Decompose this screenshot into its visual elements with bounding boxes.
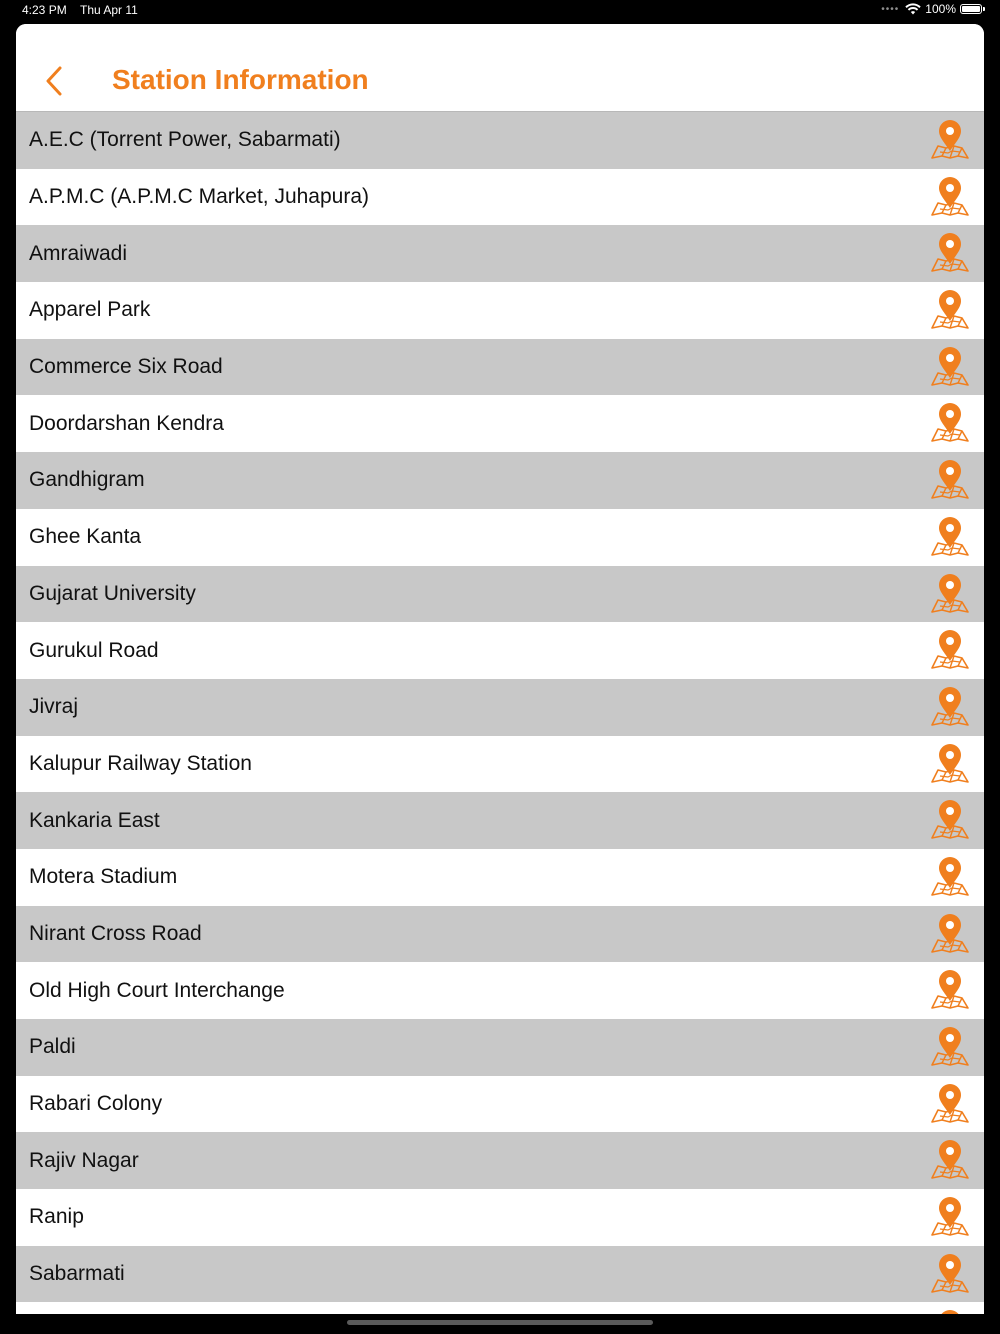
station-row-3[interactable] xyxy=(16,282,984,339)
station-row-5[interactable] xyxy=(16,395,984,452)
status-time: 4:23 PM xyxy=(22,3,67,17)
station-row-10[interactable] xyxy=(16,679,984,736)
station-row-11[interactable] xyxy=(16,736,984,793)
station-name: Old High Court Interchange xyxy=(29,978,285,1002)
station-row-19[interactable] xyxy=(16,1189,984,1246)
map-pin-icon[interactable] xyxy=(928,1025,972,1071)
station-row-15[interactable] xyxy=(16,962,984,1019)
station-row-13[interactable] xyxy=(16,849,984,906)
station-name: Kalupur Railway Station xyxy=(29,751,252,775)
station-row-12[interactable] xyxy=(16,792,984,849)
station-name: Kankaria East xyxy=(29,808,160,832)
station-name: Commerce Six Road xyxy=(29,355,223,379)
signal-dots-icon: •••• xyxy=(881,3,900,15)
map-pin-icon[interactable] xyxy=(928,118,972,164)
status-indicators xyxy=(881,2,982,16)
station-row-17[interactable] xyxy=(16,1076,984,1133)
status-bar xyxy=(0,0,1000,24)
map-pin-icon[interactable] xyxy=(928,742,972,788)
map-pin-icon[interactable] xyxy=(928,345,972,391)
station-name: Ghee Kanta xyxy=(29,525,142,549)
map-pin-icon[interactable] xyxy=(928,855,972,901)
map-pin-icon[interactable] xyxy=(928,1138,972,1184)
station-name: Jivraj xyxy=(29,695,79,719)
station-name: Gujarat University xyxy=(29,581,196,605)
page-title: Station Information xyxy=(112,64,369,95)
battery-percentage: 100% xyxy=(925,2,956,16)
station-row-4[interactable] xyxy=(16,339,984,396)
map-pin-icon[interactable] xyxy=(928,175,972,221)
station-name: Nirant Cross Road xyxy=(29,921,202,945)
map-pin-icon[interactable] xyxy=(928,1308,972,1314)
map-pin-icon[interactable] xyxy=(928,515,972,561)
battery-icon xyxy=(960,4,982,14)
status-date: Thu Apr 11 xyxy=(80,3,138,17)
map-pin-icon[interactable] xyxy=(928,231,972,277)
map-pin-icon[interactable] xyxy=(928,288,972,334)
station-name: Doordarshan Kendra xyxy=(29,411,224,435)
station-name: A.P.M.C (A.P.M.C Market, Juhapura) xyxy=(29,185,370,209)
wifi-icon xyxy=(905,3,921,15)
station-row-20[interactable] xyxy=(16,1246,984,1303)
chevron-left-icon[interactable] xyxy=(40,64,70,98)
station-row-0[interactable] xyxy=(16,112,984,169)
home-indicator[interactable] xyxy=(347,1320,653,1325)
station-name: Rabari Colony xyxy=(29,1092,163,1116)
station-name: Rajiv Nagar xyxy=(29,1148,139,1172)
station-information-screen xyxy=(16,24,984,1314)
station-row-2[interactable] xyxy=(16,225,984,282)
station-row-6[interactable] xyxy=(16,452,984,509)
navigation-bar xyxy=(16,24,984,112)
map-pin-icon[interactable] xyxy=(928,968,972,1014)
map-pin-icon[interactable] xyxy=(928,798,972,844)
station-row-18[interactable] xyxy=(16,1132,984,1189)
station-name: Motera Stadium xyxy=(29,865,178,889)
station-list xyxy=(16,112,984,1314)
station-row-9[interactable] xyxy=(16,622,984,679)
station-name: Gandhigram xyxy=(29,468,145,492)
station-row-21[interactable] xyxy=(16,1302,984,1314)
station-row-14[interactable] xyxy=(16,906,984,963)
map-pin-icon[interactable] xyxy=(928,401,972,447)
station-name: Amraiwadi xyxy=(29,241,128,265)
map-pin-icon[interactable] xyxy=(928,1082,972,1128)
map-pin-icon[interactable] xyxy=(928,912,972,958)
station-row-16[interactable] xyxy=(16,1019,984,1076)
station-row-1[interactable] xyxy=(16,169,984,226)
map-pin-icon[interactable] xyxy=(928,572,972,618)
station-row-7[interactable] xyxy=(16,509,984,566)
station-name: Sabarmati xyxy=(29,1262,125,1286)
map-pin-icon[interactable] xyxy=(928,685,972,731)
station-name: Apparel Park xyxy=(29,298,151,322)
station-name: Gurukul Road xyxy=(29,638,159,662)
map-pin-icon[interactable] xyxy=(928,1195,972,1241)
station-name: Ranip xyxy=(29,1205,84,1229)
station-name: Paldi xyxy=(29,1035,76,1059)
map-pin-icon[interactable] xyxy=(928,458,972,504)
map-pin-icon[interactable] xyxy=(928,1252,972,1298)
station-row-8[interactable] xyxy=(16,566,984,623)
station-name: A.E.C (Torrent Power, Sabarmati) xyxy=(29,128,341,152)
map-pin-icon[interactable] xyxy=(928,628,972,674)
